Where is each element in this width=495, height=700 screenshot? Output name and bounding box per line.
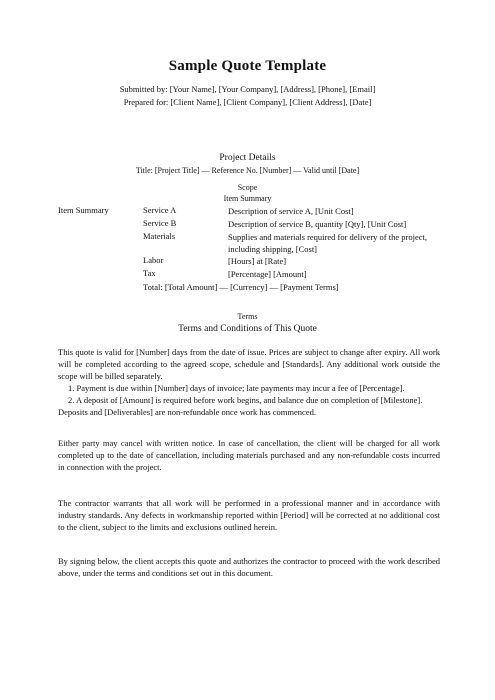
items-group-label: Item Summary xyxy=(58,205,109,215)
item-name: Service B xyxy=(143,218,177,228)
item-name: Service A xyxy=(143,205,177,215)
prepared-for-line: Prepared for: [Client Name], [Client Company], [Client Address], [Date] xyxy=(123,97,372,107)
table-row xyxy=(58,231,438,255)
item-desc: Supplies and materials required for delivery of the project, including shipping, [Cost] xyxy=(228,232,427,254)
item-desc: Description of service A, [Unit Cost] xyxy=(228,206,354,216)
item-name: Materials xyxy=(143,231,176,241)
paragraph-text: This quote is valid for [Number] days from the date of issue. Prices are subject to change after expiry. All work will be completed according to the agreed scope, schedule and [Standards]. Any additional work outside the scope will be billed separately. xyxy=(58,347,440,381)
table-row xyxy=(58,255,438,268)
terms-heading: Terms and Conditions of This Quote xyxy=(178,324,317,334)
item-summary-label: Item Summary xyxy=(223,194,272,203)
project-heading: Project Details xyxy=(219,153,276,163)
item-name: Labor xyxy=(143,255,164,265)
terms-paragraph-2: Either party may cancel with written notice. In case of cancellation, the client will be charged for all work completed up to the date of cancellation, including materials purchased and any non-refundable costs incurred in connection with the project. xyxy=(58,438,440,472)
item-desc: Description of service B, quantity [Qty], [Unit Cost] xyxy=(228,219,407,229)
item-desc: [Percentage] [Amount] xyxy=(228,269,307,279)
list-item: 2. A deposit of [Amount] is required before work begins, and balance due on completion of [Milestone]. xyxy=(68,395,423,405)
terms-paragraph-4: By signing below, the client accepts this quote and authorizes the contractor to proceed with the work described above, under the terms and conditions set out in this document. xyxy=(58,556,440,578)
items-table xyxy=(58,205,438,294)
table-row xyxy=(58,218,438,231)
table-row xyxy=(58,268,438,281)
table-row xyxy=(58,205,438,218)
item-desc: [Hours] at [Rate] xyxy=(228,256,287,266)
document-title: Sample Quote Template xyxy=(168,58,327,74)
paragraph-text: Deposits and [Deliverables] are non-refundable once work has commenced. xyxy=(58,407,316,417)
project-subheading: Title: [Project Title] — Reference No. [Number] — Valid until [Date] xyxy=(135,166,360,175)
terms-paragraph-3: The contractor warrants that all work will be performed in a professional manner and in accordance with industry standards. Any defects in workmanship reported within [Period] will be corrected at no additional cost to the client, subject to the limits and exclusions outlined herein. xyxy=(58,498,440,532)
table-row xyxy=(58,281,438,294)
list-item: 1. Payment is due within [Number] days of invoice; late payments may incur a fee of [Percentage]. xyxy=(68,383,405,393)
item-total: Total: [Total Amount] — [Currency] — [Payment Terms] xyxy=(143,282,339,292)
terms-paragraph-1 xyxy=(58,346,440,418)
terms-small-label: Terms xyxy=(237,312,258,321)
submitted-by-line: Submitted by: [Your Name], [Your Company], [Address], [Phone], [Email] xyxy=(119,84,376,94)
scope-label: Scope xyxy=(237,183,258,192)
item-name: Tax xyxy=(143,268,156,278)
